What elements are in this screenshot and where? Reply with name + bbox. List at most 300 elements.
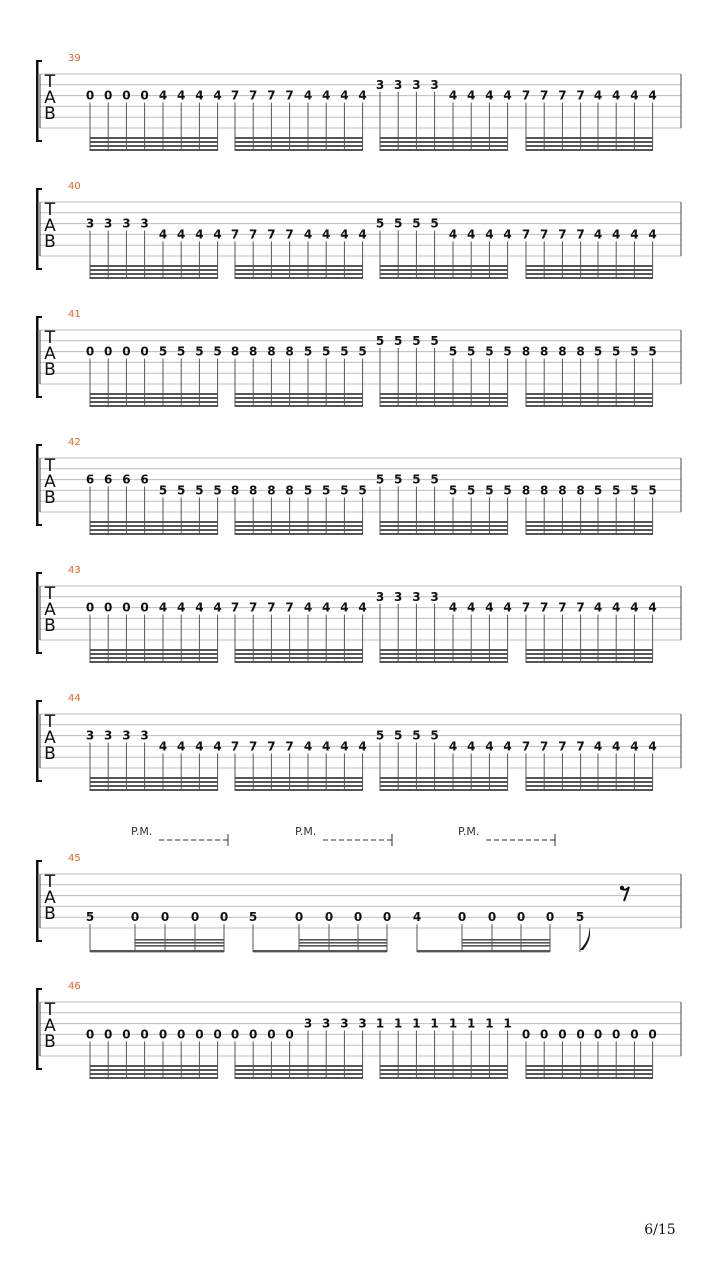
fret-number: 3 [412,589,421,604]
tab-clef-letter: B [44,360,56,380]
fret-number: 8 [285,344,294,359]
system-bracket [36,572,42,654]
fret-number: 0 [521,1027,531,1042]
beam [90,777,218,779]
fret-number: 7 [249,88,258,103]
fret-number: 4 [340,227,349,242]
fret-number: 4 [177,739,186,754]
fret-number: 0 [140,88,149,103]
fret-number: 0 [85,1027,95,1042]
fret-number: 5 [340,344,349,359]
fret-number: 3 [375,589,385,604]
measure-number: 41 [68,309,81,320]
beam [90,1065,218,1067]
fret-number: 5 [630,344,639,359]
fret-number: 8 [521,483,531,498]
beam [235,649,363,651]
measure-number: 46 [68,981,81,992]
tab-clef-letter: A [44,88,56,108]
fret-number: 3 [122,728,131,743]
fret-number: 0 [294,910,304,925]
beam [235,1069,363,1071]
beam [380,657,508,659]
beam [380,521,508,523]
measure-number: 45 [68,853,81,864]
beam [526,533,653,535]
fret-number: 3 [375,77,385,92]
fret-number: 3 [430,589,439,604]
fret-number: 4 [467,600,476,615]
beam [526,269,653,271]
beam [90,265,218,267]
fret-number: 7 [230,600,240,615]
fret-number: 3 [104,216,113,231]
fret-number: 4 [177,600,186,615]
fret-number: 7 [521,88,531,103]
beam [526,401,653,403]
fret-number: 0 [140,1027,149,1042]
tab-clef-letter: T [44,72,56,92]
tab-clef-letter: B [44,616,56,636]
fret-number: 4 [303,739,313,754]
fret-number: 6 [85,472,95,487]
fret-number: 7 [558,227,567,242]
fret-number: 0 [85,600,95,615]
fret-number: 4 [630,88,639,103]
beam [526,145,653,147]
fret-number: 4 [485,739,494,754]
fret-number: 4 [358,227,367,242]
fret-number: 7 [540,600,549,615]
fret-number: 0 [516,910,526,925]
fret-number: 0 [457,910,467,925]
tab-clef-letter: B [44,744,56,764]
fret-number: 0 [190,910,200,925]
fret-number: 8 [558,483,567,498]
beam [526,149,653,151]
fret-number: 4 [593,88,603,103]
tab-clef-letter: A [44,600,56,620]
fret-number: 4 [503,600,512,615]
fret-number: 3 [85,728,95,743]
fret-number: 5 [612,344,621,359]
fret-number: 4 [503,88,512,103]
fret-number: 7 [267,227,276,242]
fret-number: 0 [85,88,95,103]
fret-number: 4 [303,227,313,242]
beam [380,137,508,139]
beam [526,277,653,279]
fret-number: 3 [430,77,439,92]
fret-number: 4 [158,88,168,103]
fret-number: 7 [285,88,294,103]
fret-number: 4 [593,739,603,754]
beam [235,789,363,791]
system-bracket [36,444,42,526]
fret-number: 0 [177,1027,186,1042]
fret-number: 4 [322,739,331,754]
fret-number: 4 [158,600,168,615]
fret-number: 0 [630,1027,639,1042]
fret-number: 4 [648,88,657,103]
fret-number: 1 [375,1016,385,1031]
beam [90,521,218,523]
fret-number: 0 [85,344,95,359]
fret-number: 4 [358,88,367,103]
beam [90,657,218,659]
beam [526,529,653,531]
beam [380,273,508,275]
fret-number: 5 [593,483,603,498]
beam [380,149,508,151]
system-bracket [36,188,42,270]
fret-number: 4 [158,227,168,242]
beam [90,401,218,403]
fret-number: 3 [358,1016,367,1031]
fret-number: 7 [249,600,258,615]
fret-number: 5 [412,472,421,487]
fret-number: 0 [267,1027,276,1042]
tab-system [36,53,681,151]
fret-number: 7 [230,88,240,103]
fret-number: 4 [485,600,494,615]
beam [90,781,218,783]
fret-number: 4 [593,227,603,242]
beam [235,149,363,151]
fret-number: 5 [430,333,439,348]
fret-number: 7 [558,600,567,615]
beam [235,777,363,779]
fret-number: 7 [249,227,258,242]
fret-number: 5 [158,483,168,498]
fret-number: 4 [195,88,204,103]
beam [380,533,508,535]
fret-number: 6 [140,472,149,487]
beam [90,649,218,651]
fret-number: 0 [160,910,170,925]
fret-number: 4 [195,227,204,242]
tab-clef-letter: B [44,104,56,124]
beam [90,525,218,527]
fret-number: 3 [303,1016,313,1031]
measure-number: 39 [68,53,81,64]
fret-number: 4 [340,88,349,103]
beam [380,1069,508,1071]
fret-number: 7 [576,227,585,242]
beam [380,405,508,407]
fret-number: 5 [430,728,439,743]
palm-mute-label: P.M. [295,825,317,838]
beam [235,277,363,279]
beam [417,950,550,952]
beam [235,785,363,787]
beam [90,149,218,151]
fret-number: 5 [503,344,512,359]
fret-number: 0 [122,600,131,615]
fret-number: 5 [303,483,313,498]
fret-number: 7 [558,739,567,754]
fret-number: 5 [195,483,204,498]
tab-clef-letter: A [44,888,56,908]
beam [235,653,363,655]
fret-number: 4 [630,739,639,754]
beam [235,397,363,399]
fret-number: 8 [540,483,549,498]
beam [380,529,508,531]
beam [235,405,363,407]
beam [380,1077,508,1079]
beam [90,1077,218,1079]
fret-number: 5 [358,344,367,359]
fret-number: 0 [122,88,131,103]
beam [135,942,224,944]
beam [235,273,363,275]
tab-clef-letter: A [44,344,56,364]
fret-number: 4 [195,600,204,615]
fret-number: 7 [249,739,258,754]
fret-number: 3 [140,728,149,743]
tab-clef-letter: A [44,472,56,492]
beam [526,777,653,779]
beam [90,785,218,787]
beam [253,950,387,952]
beam [380,145,508,147]
fret-number: 4 [303,600,313,615]
fret-number: 8 [230,344,240,359]
fret-number: 0 [104,344,113,359]
fret-number: 0 [130,910,140,925]
beam [526,657,653,659]
fret-number: 4 [612,227,621,242]
fret-number: 4 [177,227,186,242]
fret-number: 5 [394,472,403,487]
fret-number: 5 [593,344,603,359]
fret-number: 8 [249,483,258,498]
fret-number: 1 [467,1016,476,1031]
beam [235,521,363,523]
beam [235,525,363,527]
fret-number: 4 [340,739,349,754]
beam [135,939,224,941]
fret-number: 4 [593,600,603,615]
fret-number: 0 [158,1027,168,1042]
fret-number: 7 [558,88,567,103]
fret-number: 5 [322,483,331,498]
beam [90,141,218,143]
beam [526,1069,653,1071]
beam [90,277,218,279]
fret-number: 5 [503,483,512,498]
fret-number: 5 [340,483,349,498]
beam [526,393,653,395]
fret-number: 5 [648,344,657,359]
beam [235,265,363,267]
fret-number: 0 [104,1027,113,1042]
beam [526,137,653,139]
fret-number: 5 [648,483,657,498]
fret-number: 7 [230,739,240,754]
beam [235,1077,363,1079]
fret-number: 4 [158,739,168,754]
beam [90,1073,218,1075]
fret-number: 4 [467,227,476,242]
fret-number: 5 [375,728,385,743]
fret-number: 3 [412,77,421,92]
fret-number: 5 [322,344,331,359]
tab-clef-letter: T [44,584,56,604]
fret-number: 4 [358,739,367,754]
fret-number: 0 [230,1027,240,1042]
fret-number: 5 [303,344,313,359]
fret-number: 8 [285,483,294,498]
beam [526,661,653,663]
fret-number: 0 [219,910,229,925]
fret-number: 4 [322,227,331,242]
fret-number: 4 [303,88,313,103]
beam [235,1073,363,1075]
fret-number: 3 [140,216,149,231]
fret-number: 5 [375,472,385,487]
fret-number: 5 [412,333,421,348]
beam [380,653,508,655]
beam [235,137,363,139]
fret-number: 0 [558,1027,567,1042]
tab-clef-letter: B [44,1032,56,1052]
beam [90,533,218,535]
fret-number: 5 [394,728,403,743]
fret-number: 5 [485,344,494,359]
beam [380,277,508,279]
measure-number: 43 [68,565,81,576]
fret-number: 0 [122,344,131,359]
fret-number: 4 [448,88,458,103]
fret-number: 4 [630,600,639,615]
beam [526,521,653,523]
fret-number: 5 [430,216,439,231]
fret-number: 1 [485,1016,494,1031]
fret-number: 7 [540,88,549,103]
fret-number: 5 [412,216,421,231]
beam [462,939,550,941]
beam [235,269,363,271]
fret-number: 4 [213,600,222,615]
tab-system [36,981,681,1079]
beam [380,781,508,783]
fret-number: 7 [267,600,276,615]
tab-system [36,565,681,663]
fret-number: 0 [353,910,363,925]
fret-number: 0 [324,910,334,925]
system-bracket [36,700,42,782]
fret-number: 5 [630,483,639,498]
beam [235,781,363,783]
tab-clef-letter: A [44,1016,56,1036]
fret-number: 4 [485,227,494,242]
fret-number: 5 [85,910,95,925]
fret-number: 5 [430,472,439,487]
beam [526,781,653,783]
beam [380,525,508,527]
tab-clef-letter: T [44,1000,56,1020]
beam [135,945,224,947]
fret-number: 1 [394,1016,403,1031]
fret-number: 3 [322,1016,331,1031]
fret-number: 4 [648,739,657,754]
fret-number: 4 [448,227,458,242]
fret-number: 5 [375,333,385,348]
tab-clef-letter: T [44,200,56,220]
beam [90,661,218,663]
beam [380,789,508,791]
fret-number: 0 [593,1027,603,1042]
beam [380,265,508,267]
beam [380,1073,508,1075]
fret-number: 4 [630,227,639,242]
fret-number: 8 [558,344,567,359]
fret-number: 5 [612,483,621,498]
system-bracket [36,860,42,942]
fret-number: 8 [521,344,531,359]
tab-system [36,309,681,407]
fret-number: 4 [485,88,494,103]
beam [90,137,218,139]
beam [235,393,363,395]
fret-number: 4 [648,600,657,615]
fret-number: 5 [248,910,258,925]
fret-number: 7 [576,88,585,103]
beam [526,1065,653,1067]
beam [526,785,653,787]
tab-system [36,825,681,952]
fret-number: 5 [195,344,204,359]
fret-number: 0 [104,600,113,615]
fret-number: 4 [612,739,621,754]
fret-number: 3 [394,589,403,604]
beam [90,145,218,147]
fret-number: 0 [213,1027,222,1042]
fret-number: 7 [576,600,585,615]
beam [235,145,363,147]
beam [526,649,653,651]
fret-number: 4 [503,227,512,242]
beam [90,397,218,399]
fret-number: 0 [140,344,149,359]
measure-number: 42 [68,437,81,448]
fret-number: 8 [267,483,276,498]
beam [526,405,653,407]
fret-number: 8 [576,344,585,359]
fret-number: 7 [285,600,294,615]
fret-number: 4 [195,739,204,754]
beam [380,397,508,399]
fret-number: 5 [177,344,186,359]
beam [90,393,218,395]
fret-number: 5 [177,483,186,498]
tab-clef-letter: T [44,712,56,732]
beam [462,945,550,947]
fret-number: 5 [375,216,385,231]
fret-number: 0 [545,910,555,925]
fret-number: 8 [576,483,585,498]
fret-number: 5 [467,344,476,359]
beam [380,141,508,143]
fret-number: 7 [267,739,276,754]
beam [299,939,387,941]
beam [462,942,550,944]
fret-number: 4 [467,739,476,754]
fret-number: 8 [230,483,240,498]
measure-number: 44 [68,693,81,704]
